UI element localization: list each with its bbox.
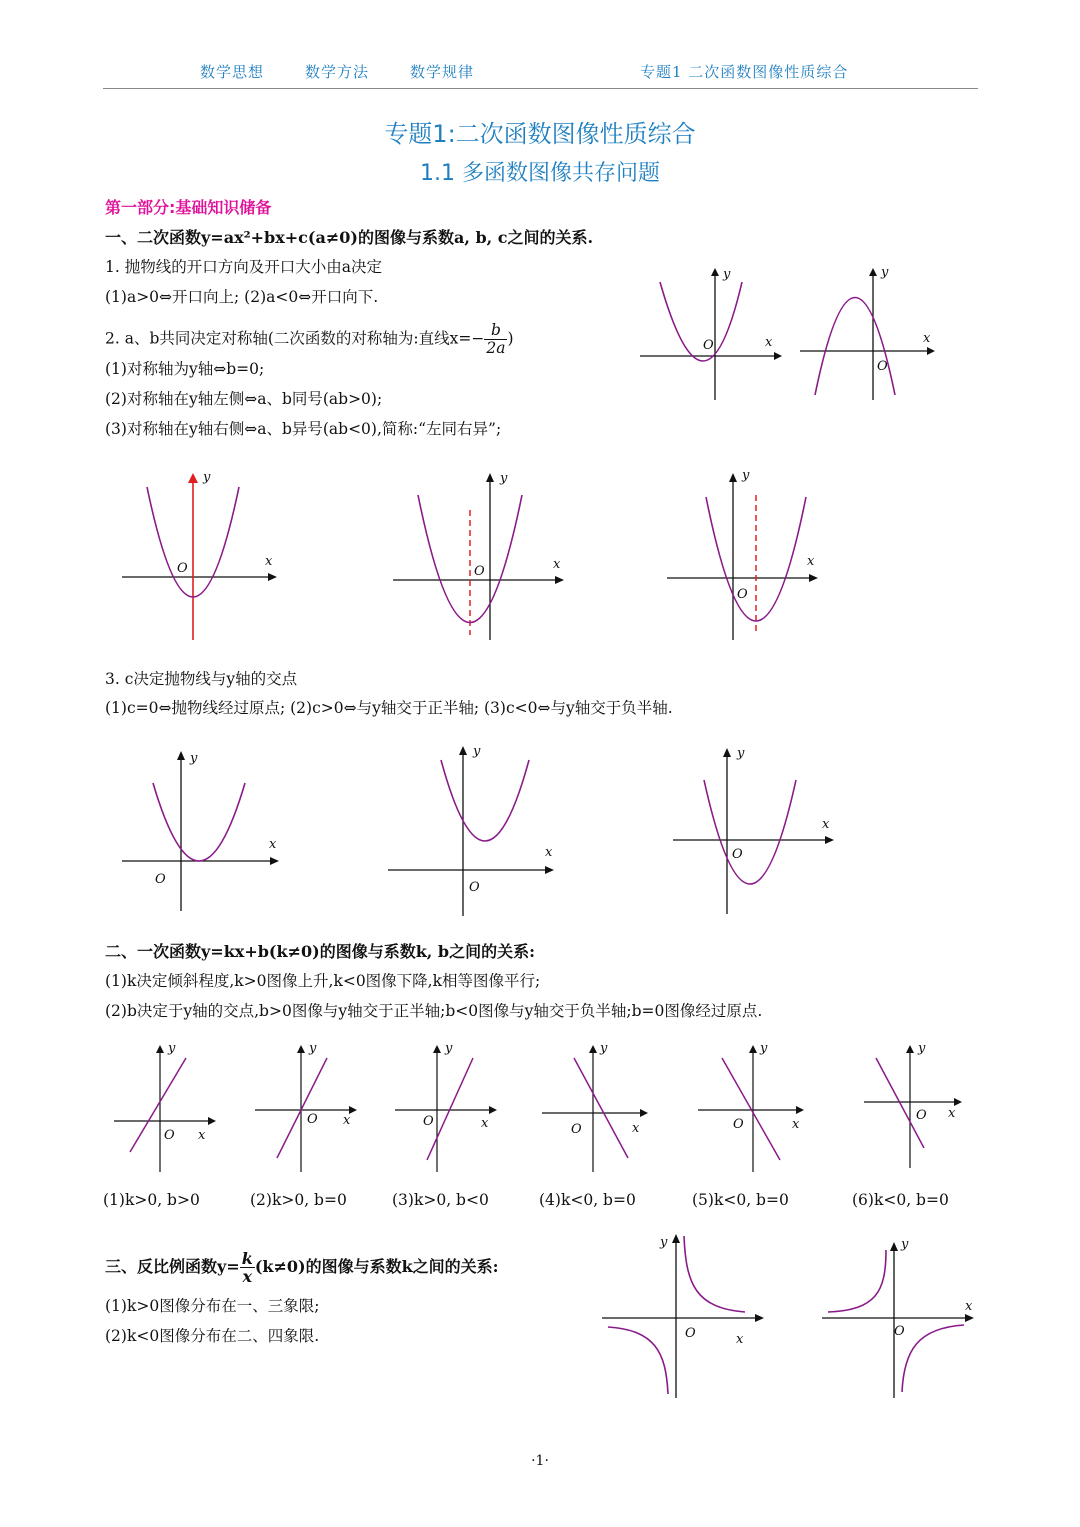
x-axis-label: x (765, 335, 773, 350)
x-axis-label: x (198, 1128, 206, 1143)
graph-linear-1 (112, 1040, 220, 1175)
inverse-heading-pre: 三、反比例函数y= (105, 1257, 240, 1276)
origin-label: O (155, 872, 166, 887)
y-axis-label: y (660, 1235, 668, 1250)
linear-caption-5: (5)k<0, b=0 (692, 1191, 789, 1209)
graph-linear-4 (540, 1040, 652, 1175)
origin-label: O (733, 1117, 744, 1132)
graph-inverse-k-negative (818, 1230, 983, 1402)
fraction-denominator: 2a (486, 339, 506, 357)
header-item-math-thinking: 数学思想 (200, 63, 265, 81)
fraction-denominator: x (242, 1267, 253, 1286)
y-axis-label: y (445, 1041, 453, 1056)
fraction-numerator: b (484, 322, 507, 340)
x-axis-label: x (553, 557, 561, 572)
graph-parabola-opens-up (630, 260, 790, 405)
quad-line-8: (1)c=0⇔抛物线经过原点; (2)c>0⇔与y轴交于正半轴; (3)c<0⇔与y轴交于负半轴. (105, 699, 673, 717)
origin-label: O (469, 880, 480, 895)
x-axis-label: x (481, 1116, 489, 1131)
quad-line-5: (2)对称轴在y轴左侧⇔a、b同号(ab>0); (105, 390, 383, 408)
quad-heading: 一、二次函数y=ax²+bx+c(a≠0)的图像与系数a, b, c之间的关系. (105, 228, 594, 247)
y-axis-label: y (473, 744, 481, 759)
page-number: ·1· (531, 1453, 549, 1469)
page-title: 专题1:二次函数图像性质综合 (384, 120, 696, 148)
linear-heading: 二、一次函数y=kx+b(k≠0)的图像与系数k, b之间的关系: (105, 942, 536, 961)
x-axis-label: x (807, 554, 815, 569)
origin-label: O (894, 1324, 905, 1339)
y-axis-label: y (881, 265, 889, 280)
origin-label: O (164, 1128, 175, 1143)
quad-line-7: 3. c决定抛物线与y轴的交点 (105, 670, 298, 688)
quad-line-6: (3)对称轴在y轴右侧⇔a、b异号(ab<0),简称:“左同右异”; (105, 420, 502, 438)
origin-label: O (423, 1114, 434, 1129)
origin-label: O (474, 564, 485, 579)
inverse-line-1: (1)k>0图像分布在一、三象限; (105, 1297, 320, 1315)
fraction-numerator: k (241, 1249, 253, 1268)
graph-inverse-k-positive (600, 1230, 772, 1402)
y-axis-label: y (737, 746, 745, 761)
quad-line-4: (1)对称轴为y轴⇔b=0; (105, 360, 265, 378)
quad-line-2: (1)a>0⇔开口向上; (2)a<0⇔开口向下. (105, 288, 379, 306)
y-axis-label: y (309, 1041, 317, 1056)
origin-label: O (307, 1112, 318, 1127)
x-axis-label: x (965, 1299, 973, 1314)
y-axis-label: y (742, 468, 750, 483)
x-axis-label: x (269, 837, 277, 852)
x-axis-label: x (545, 845, 553, 860)
y-axis-label: y (203, 470, 211, 485)
linear-line-1: (1)k决定倾斜程度,k>0图像上升,k<0图像下降,k相等图像平行; (105, 972, 541, 990)
y-axis-label: y (918, 1041, 926, 1056)
quad-line-3-text: 2. a、b共同决定对称轴(二次函数的对称轴为:直线x=− (105, 329, 485, 348)
y-axis-label: y (500, 471, 508, 486)
origin-label: O (737, 587, 748, 602)
header-item-math-method: 数学方法 (305, 63, 370, 81)
origin-label: O (877, 359, 888, 374)
origin-label: O (571, 1122, 582, 1137)
linear-caption-2: (2)k>0, b=0 (250, 1191, 347, 1209)
origin-label: O (685, 1326, 696, 1341)
header-item-math-rules: 数学规律 (410, 63, 475, 81)
origin-label: O (177, 561, 188, 576)
y-axis-label: y (600, 1041, 608, 1056)
x-axis-label: x (632, 1121, 640, 1136)
linear-caption-6: (6)k<0, b=0 (852, 1191, 949, 1209)
graph-axis-left-of-y-axis (390, 465, 575, 643)
y-axis-label: y (723, 267, 731, 282)
x-axis-label: x (923, 331, 931, 346)
header-rule (103, 88, 978, 89)
linear-caption-3: (3)k>0, b<0 (392, 1191, 489, 1209)
quad-line-1: 1. 抛物线的开口方向及开口大小由a决定 (105, 258, 382, 276)
origin-label: O (916, 1108, 927, 1123)
graph-axis-right-of-y-axis (662, 465, 832, 643)
origin-label: O (703, 338, 714, 353)
graph-c-negative (670, 740, 845, 918)
graph-axis-is-y-axis (115, 465, 285, 643)
part-label: 第一部分:基础知识储备 (105, 198, 272, 217)
x-axis-label: x (792, 1117, 800, 1132)
x-axis-label: x (265, 554, 273, 569)
page-subtitle: 1.1 多函数图像共存问题 (420, 161, 660, 186)
graph-linear-5 (696, 1040, 808, 1175)
y-axis-label: y (168, 1041, 176, 1056)
inverse-heading (105, 1250, 499, 1285)
graph-parabola-opens-down (795, 260, 940, 405)
linear-caption-1: (1)k>0, b>0 (103, 1191, 200, 1209)
x-axis-label: x (343, 1113, 351, 1128)
quad-line-3-close: ) (507, 329, 514, 348)
inverse-line-2: (2)k<0图像分布在二、四象限. (105, 1327, 320, 1345)
fraction-k-over-x (240, 1250, 255, 1285)
graph-linear-3 (393, 1040, 501, 1175)
graph-c-equals-zero (115, 745, 290, 915)
y-axis-label: y (760, 1041, 768, 1056)
fraction-b-over-2a (484, 322, 507, 357)
graph-c-positive (385, 738, 565, 920)
quad-line-3 (105, 322, 514, 357)
y-axis-label: y (190, 751, 198, 766)
graph-linear-2 (253, 1040, 361, 1175)
origin-label: O (732, 847, 743, 862)
y-axis-label: y (901, 1237, 909, 1252)
x-axis-label: x (736, 1332, 744, 1347)
x-axis-label: x (948, 1106, 956, 1121)
x-axis-label: x (822, 817, 830, 832)
header-topic: 专题1 二次函数图像性质综合 (640, 63, 849, 81)
graph-linear-6 (862, 1040, 970, 1175)
linear-caption-4: (4)k<0, b=0 (539, 1191, 636, 1209)
inverse-heading-post: (k≠0)的图像与系数k之间的关系: (254, 1257, 499, 1276)
linear-line-2: (2)b决定于y轴的交点,b>0图像与y轴交于正半轴;b<0图像与y轴交于负半轴;b=0图像经过原点. (105, 1002, 763, 1020)
